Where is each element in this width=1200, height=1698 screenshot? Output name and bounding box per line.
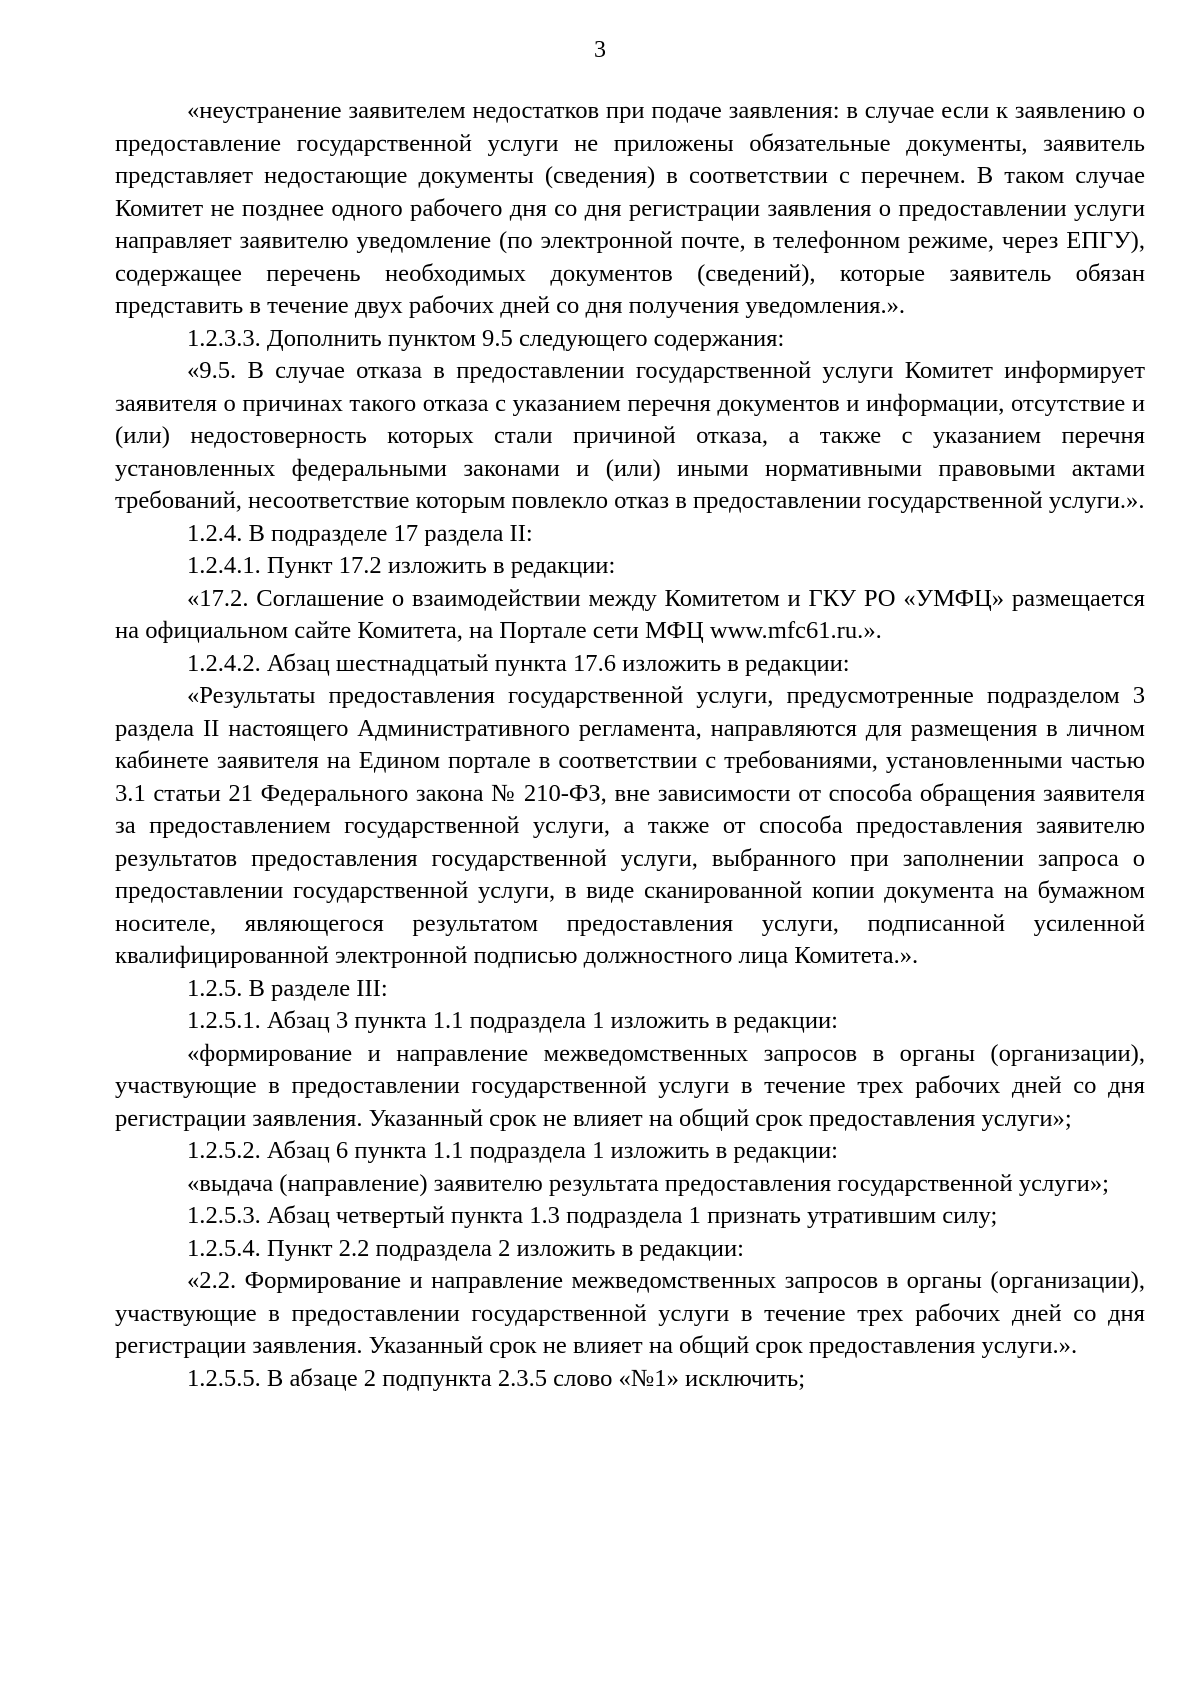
paragraph-1-2-5-4: 1.2.5.4. Пункт 2.2 подраздела 2 изложить в редакции:: [187, 1234, 744, 1262]
document-body: [115, 95, 1145, 1395]
paragraph-quote-17-2: «17.2. Соглашение о взаимодействии между Комитетом и ГКУ РО «УМФЦ» размещается на официальном сайте Комитета, на Портале сети МФЦ www.mfc61.ru.».: [115, 584, 1145, 644]
paragraph-quote-2-2: «2.2. Формирование и направление межведомственных запросов в органы (организации), участвующие в предоставлении государственной услуги в течение трех рабочих дней со дня регистрации заявления. Указанный срок не влияет на общий срок предоставления услуги.».: [115, 1267, 1145, 1359]
paragraph-1-2-5-5: 1.2.5.5. В абзаце 2 подпункта 2.3.5 слово «№1» исключить;: [187, 1364, 806, 1392]
paragraph-quote-requests: «формирование и направление межведомственных запросов в органы (организации), участвующие в предоставлении государственной услуги в течение трех рабочих дней со дня регистрации заявления. Указанный срок не влияет на общий срок предоставления услуги»;: [115, 1039, 1145, 1132]
page-number: 3: [594, 37, 606, 63]
paragraph-1-2-5-3: 1.2.5.3. Абзац четвертый пункта 1.3 подраздела 1 признать утратившим силу;: [187, 1202, 998, 1229]
paragraph-quote-deficiencies: «неустранение заявителем недостатков при подаче заявления: в случае если к заявлению о предоставление государственной услуги не приложены обязательные документы, заявитель представляет недостающие документы (сведения) в соответствии с перечнем. В таком случае Комитет не позднее одного рабочего дня со дня регистрации заявления о предоставлении услуги направляет заявителю уведомление (по электронной почте, в телефонном режиме, через ЕПГУ), содержащее перечень необходимых документов (сведений), которые заявитель обязан представить в течение двух рабочих дней со дня получения уведомления.».: [115, 97, 1145, 319]
paragraph-quote-9-5: «9.5. В случае отказа в предоставлении государственной услуги Комитет информирует заявителя о причинах такого отказа с указанием перечня документов и информации, отсутствие и (или) недостоверность которых стали причиной отказа, а также с указанием перечня установленных федеральными законами и (или) иными нормативными правовыми актами требований, несоответствие которым повлекло отказ в предоставлении государственной услуги.».: [115, 357, 1145, 514]
paragraph-1-2-5-1: 1.2.5.1. Абзац 3 пункта 1.1 подраздела 1 изложить в редакции:: [187, 1007, 838, 1034]
paragraph-1-2-4: 1.2.4. В подразделе 17 раздела II:: [187, 519, 533, 547]
paragraph-quote-issuance: «выдача (направление) заявителю результата предоставления государственной услуги»;: [187, 1169, 1109, 1197]
paragraph-quote-results: «Результаты предоставления государственной услуги, предусмотренные подразделом 3 раздела II настоящего Административного регламента, направляются для размещения в личном кабинете заявителя на Едином портале в соответствии с требованиями, установленными частью 3.1 статьи 21 Федерального закона № 210-ФЗ, вне зависимости от способа обращения заявителя за предоставлением государственной услуги, а также от способа предоставления заявителю результатов предоставления государственной услуги, выбранного при заполнении запроса о предоставлении государственной услуги, в виде сканированной копии документа на бумажном носителе, являющегося результатом предоставления услуги, подписанной усиленной квалифицированной электронной подписью должностного лица Комитета.».: [115, 682, 1145, 969]
paragraph-1-2-3-3: 1.2.3.3. Дополнить пунктом 9.5 следующего содержания:: [187, 324, 785, 352]
paragraph-1-2-4-1: 1.2.4.1. Пункт 17.2 изложить в редакции:: [187, 552, 616, 579]
paragraph-1-2-4-2: 1.2.4.2. Абзац шестнадцатый пункта 17.6 изложить в редакции:: [187, 649, 850, 677]
paragraph-1-2-5: 1.2.5. В разделе III:: [187, 974, 388, 1002]
paragraph-1-2-5-2: 1.2.5.2. Абзац 6 пункта 1.1 подраздела 1 изложить в редакции:: [187, 1137, 838, 1164]
